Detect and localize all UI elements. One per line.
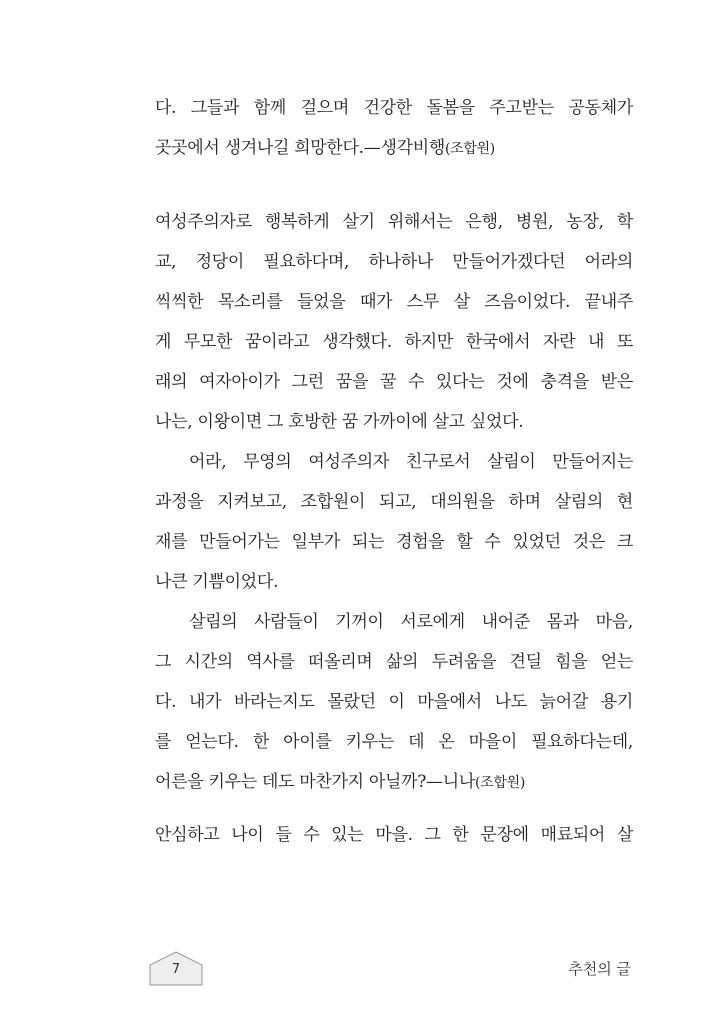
- text-line: 그 시간의 역사를 떠올리며 삶의 두려움을 견딜 힘을 얻는: [155, 652, 633, 672]
- text-block-top: [155, 88, 633, 168]
- text-line: 안심하고 나이 들 수 있는 마을. 그 한 문장에 매료되어 살: [155, 825, 633, 845]
- text-line: 게 무모한 꿈이라고 생각했다. 하지만 한국에서 자란 내 또: [155, 332, 633, 352]
- text-line: 씩씩한 목소리를 들었을 때가 스무 살 즈음이었다. 끝내주: [155, 292, 633, 312]
- text-line-body: 어른을 키우는 데도 마찬가지 아닐까?—니나: [155, 772, 476, 792]
- text-line: 여성주의자로 행복하게 살기 위해서는 은행, 병원, 농장, 학: [155, 212, 633, 232]
- text-line: 를 얻는다. 한 아이를 키우는 데 온 마을이 필요하다는데,: [155, 732, 633, 752]
- text-line: 다. 그들과 함께 걸으며 건강한 돌봄을 주고받는 공동체가: [155, 98, 633, 118]
- text-line: 나는, 이왕이면 그 호방한 꿈 가까이에 살고 싶었다.: [155, 412, 524, 432]
- text-line: 어라, 무영의 여성주의자 친구로서 살림이 만들어지는: [189, 452, 633, 472]
- text-line: [155, 762, 633, 802]
- text-line: 살림의 사람들이 기꺼이 서로에게 내어준 몸과 마음,: [189, 612, 633, 632]
- section-label: 추천의 글: [568, 960, 631, 978]
- text-line-body: 곳곳에서 생겨나길 희망한다.—생각비행: [155, 138, 445, 158]
- text-line: 재를 만들어가는 일부가 되는 경험을 할 수 있었던 것은 크: [155, 532, 633, 552]
- text-line: 다. 내가 바라는지도 몰랐던 이 마을에서 나도 늙어갈 용기: [155, 692, 633, 712]
- text-line: 교, 정당이 필요하다며, 하나하나 만들어가겠다던 어라의: [155, 252, 633, 272]
- text-line: [155, 128, 633, 168]
- author-signature: (조합원): [444, 141, 495, 157]
- text-line: 나큰 기쁨이었다.: [155, 572, 279, 592]
- text-line: 과정을 지켜보고, 조합원이 되고, 대의원을 하며 살림의 현: [155, 492, 633, 512]
- text-line: 래의 여자아이가 그런 꿈을 꿀 수 있다는 것에 충격을 받은: [155, 372, 633, 392]
- text-block-bottom: [155, 815, 633, 855]
- page-number: 7: [171, 962, 181, 977]
- author-signature: (조합원): [475, 775, 526, 791]
- text-block-middle: [155, 202, 633, 802]
